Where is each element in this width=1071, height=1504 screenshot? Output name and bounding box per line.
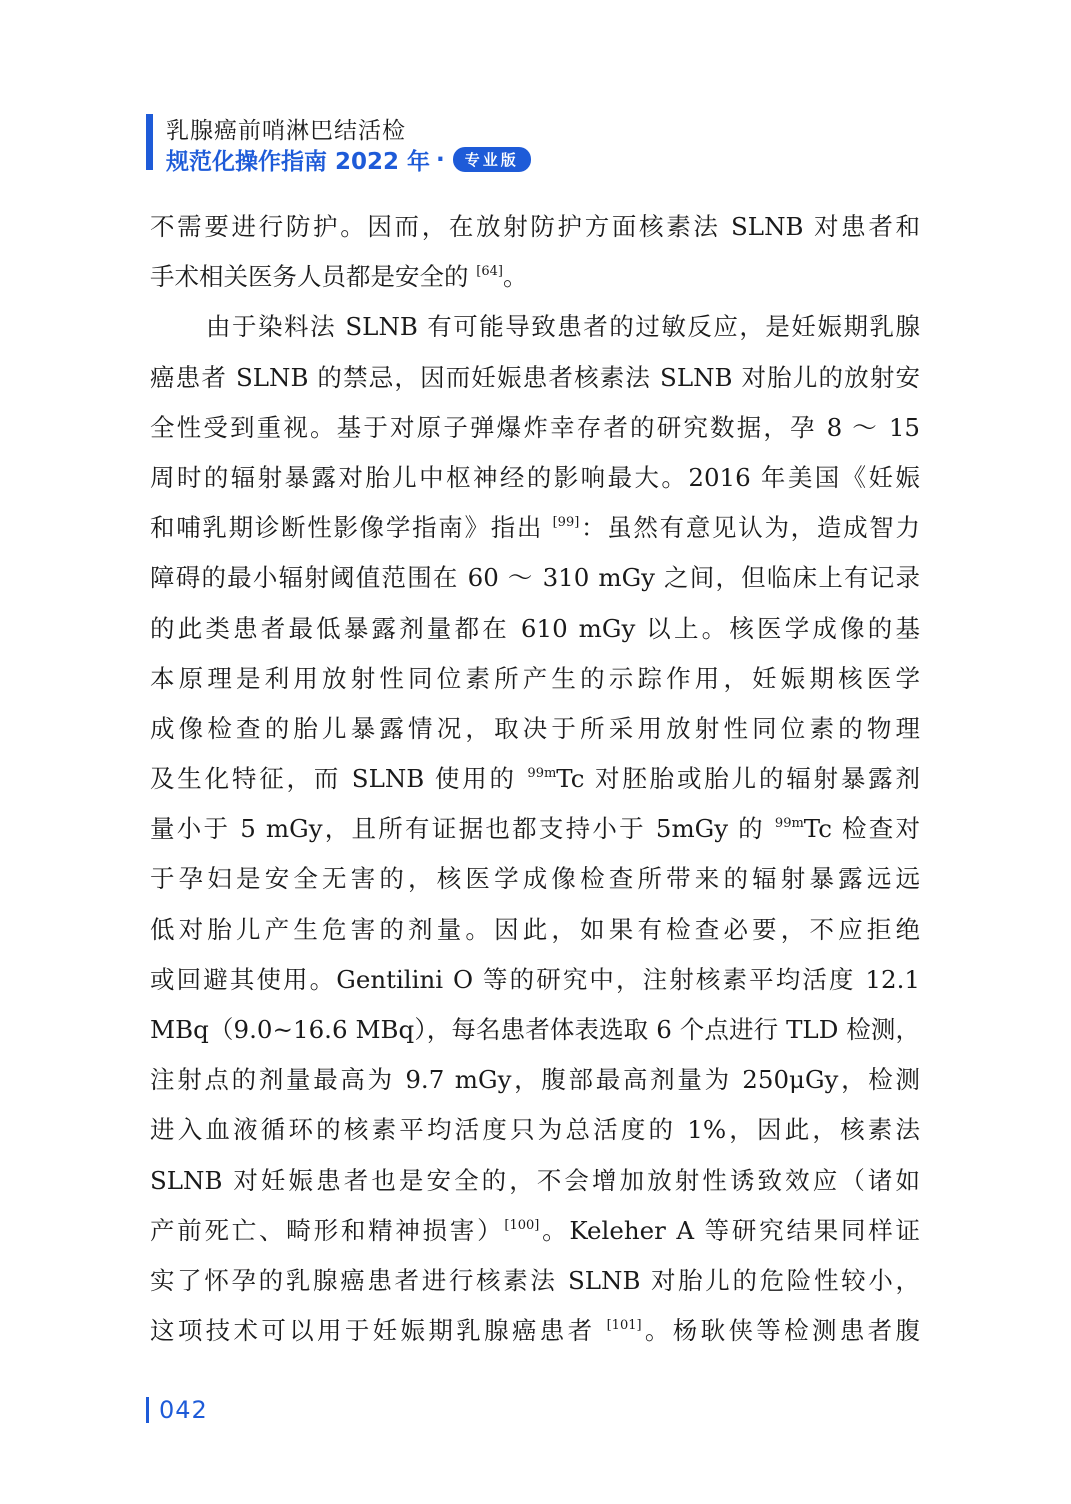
- body-text: [150, 202, 920, 1356]
- superscript: [101]: [606, 1318, 642, 1334]
- text-line: [150, 704, 920, 754]
- text-line: [150, 1005, 920, 1055]
- text-line: [150, 252, 920, 302]
- line-text: 产前死亡、畸形和精神损害）: [150, 1215, 505, 1245]
- line-text: 不需要进行防护。因而，在放射防护方面核素法 SLNB 对患者和: [150, 212, 920, 241]
- page-footer: [146, 1396, 208, 1424]
- footer-accent-bar: [146, 1397, 149, 1423]
- line-text: 和哺乳期诊断性影像学指南》指出: [150, 513, 553, 543]
- line-text: 周时的辐射暴露对胎儿中枢神经的影响最大。2016 年美国《妊娠: [150, 462, 920, 492]
- text-line: [150, 202, 920, 252]
- line-text-after-superscript: Tc 对胚胎或胎儿的辐射暴露剂: [556, 764, 920, 794]
- subtitle-separator: ·: [436, 146, 445, 173]
- text-line: [150, 553, 920, 603]
- subtitle-text: 规范化操作指南 2022 年: [166, 149, 431, 175]
- superscript: [99]: [552, 515, 580, 531]
- book-subtitle: [166, 143, 531, 176]
- line-text: 由于染料法 SLNB 有可能导致患者的过敏反应，是妊娠期乳腺: [206, 312, 920, 342]
- text-line: [150, 754, 920, 804]
- line-text-after-superscript: 。Keleher A 等研究结果同样证: [539, 1215, 920, 1245]
- edition-badge: 专业版: [453, 147, 531, 172]
- line-text: SLNB 对妊娠患者也是安全的，不会增加放射性诱致效应（诸如: [150, 1165, 920, 1195]
- superscript: 99m: [774, 816, 804, 832]
- line-text: 本原理是利用放射性同位素所产生的示踪作用，妊娠期核医学: [150, 663, 920, 693]
- line-text-after-superscript: 。杨耿侠等检测患者腹: [641, 1316, 920, 1346]
- text-line: [150, 1206, 920, 1256]
- text-line: [150, 302, 920, 352]
- line-text: 于孕妇是安全无害的，核医学成像检查所带来的辐射暴露远远: [150, 864, 920, 894]
- line-text-after-superscript: ：虽然有意见认为，造成智力: [579, 513, 920, 543]
- text-line: [150, 503, 920, 553]
- text-line: [150, 1105, 920, 1155]
- line-text: 量小于 5 mGy，且所有证据也都支持小于 5mGy 的: [150, 814, 775, 844]
- text-line: [150, 1156, 920, 1206]
- page-number: 042: [159, 1396, 208, 1424]
- line-text: 实了怀孕的乳腺癌患者进行核素法 SLNB 对胎儿的危险性较小，: [150, 1265, 920, 1295]
- text-line: [150, 453, 920, 503]
- line-text: 进入血液循环的核素平均活度只为总活度的 1%，因此，核素法: [150, 1115, 920, 1145]
- line-text: 这项技术可以用于妊娠期乳腺癌患者: [150, 1316, 607, 1346]
- superscript: [100]: [504, 1217, 540, 1233]
- text-line: [150, 1306, 920, 1356]
- text-line: [150, 1055, 920, 1105]
- text-line: [150, 403, 920, 453]
- line-text: 低对胎儿产生危害的剂量。因此，如果有检查必要，不应拒绝: [150, 914, 920, 944]
- line-text: 或回避其使用。Gentilini O 等的研究中，注射核素平均活度 12.1: [150, 964, 920, 994]
- line-text-after-superscript: 。: [502, 262, 528, 292]
- book-title: 乳腺癌前哨淋巴结活检: [166, 118, 406, 144]
- line-text: MBq（9.0~16.6 MBq），每名患者体表选取 6 个点进行 TLD 检测，: [150, 1015, 920, 1044]
- text-line: [150, 1256, 920, 1306]
- line-text: 成像检查的胎儿暴露情况，取决于所采用放射性同位素的物理: [150, 713, 920, 743]
- line-text-after-superscript: Tc 检查对: [803, 814, 920, 844]
- text-line: [150, 353, 920, 403]
- line-text: 的此类患者最低暴露剂量都在 610 mGy 以上。核医学成像的基: [150, 613, 920, 643]
- superscript: 99m: [527, 766, 557, 782]
- superscript: [64]: [476, 264, 503, 280]
- text-line: [150, 654, 920, 704]
- header-accent-bar: [146, 114, 153, 170]
- line-text: 全性受到重视。基于对原子弹爆炸幸存者的研究数据，孕 8 ～ 15: [150, 412, 920, 442]
- text-line: [150, 955, 920, 1005]
- text-line: [150, 854, 920, 904]
- line-text: 及生化特征，而 SLNB 使用的: [150, 764, 528, 794]
- line-text: 手术相关医务人员都是安全的: [150, 262, 477, 292]
- line-text: 注射点的剂量最高为 9.7 mGy，腹部最高剂量为 250μGy，检测: [150, 1065, 920, 1095]
- text-line: [150, 604, 920, 654]
- text-line: [150, 905, 920, 955]
- line-text: 癌患者 SLNB 的禁忌，因而妊娠患者核素法 SLNB 对胎儿的放射安: [150, 362, 920, 392]
- line-text: 障碍的最小辐射阈值范围在 60 ～ 310 mGy 之间，但临床上有记录: [150, 563, 920, 593]
- text-line: [150, 804, 920, 854]
